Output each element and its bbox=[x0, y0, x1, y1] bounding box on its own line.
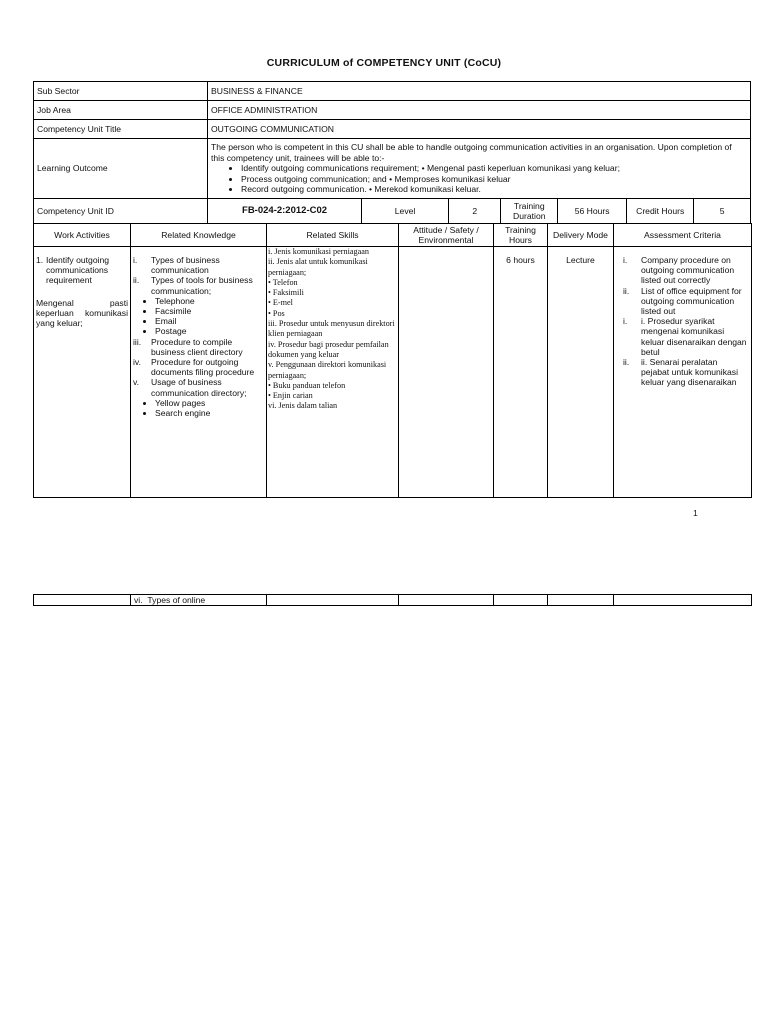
continuation-cell bbox=[399, 595, 494, 606]
col-assessment-criteria: Assessment Criteria bbox=[614, 224, 752, 247]
related-knowledge-subitem: • Telephone bbox=[155, 296, 263, 306]
activities-table bbox=[33, 223, 752, 498]
related-skills-list bbox=[268, 247, 397, 412]
job-area-value: OFFICE ADMINISTRATION bbox=[208, 101, 751, 120]
continuation-cell bbox=[34, 595, 131, 606]
credit-hours-cell bbox=[627, 199, 751, 224]
related-knowledge-item: i. Types of business communication bbox=[133, 255, 220, 276]
cu-title-value: OUTGOING COMMUNICATION bbox=[208, 120, 751, 139]
related-skill-item: v. Penggunaan direktori komunikasi perniagaan; bbox=[268, 360, 387, 380]
related-knowledge-subitem: • Search engine bbox=[155, 408, 263, 418]
col-related-knowledge: Related Knowledge bbox=[131, 224, 267, 247]
related-skill-item: vi. Jenis dalam talian bbox=[268, 401, 338, 411]
continuation-cell bbox=[494, 595, 548, 606]
training-hours-cell: 6 hours bbox=[494, 247, 548, 498]
col-work-activities: Work Activities bbox=[34, 224, 131, 247]
work-activity-ms: Mengenal pasti keperluan komunikasi yang keluar; bbox=[36, 297, 128, 329]
assessment-criterion: ii. ii. Senarai peralatan pejabat untuk komunikasi keluar yang disenaraikan bbox=[623, 357, 738, 388]
related-knowledge-list bbox=[133, 255, 263, 418]
col-attitude: Attitude / Safety / Environmental bbox=[399, 224, 494, 247]
col-related-skills: Related Skills bbox=[267, 224, 399, 247]
related-skill-item: iii. Prosedur untuk menyusun direktori klien perniagaan bbox=[268, 319, 395, 339]
level-label: Level bbox=[362, 199, 449, 224]
cu-title-row bbox=[34, 120, 751, 139]
job-area-label: Job Area bbox=[34, 101, 208, 120]
learning-outcome-item: • Identify outgoing communications requirement; • Mengenal pasti keperluan komunikasi yang keluar; bbox=[241, 163, 747, 174]
related-knowledge-item: iii. Procedure to compile business client directory bbox=[133, 336, 243, 357]
related-knowledge-subitem: • Facsimile bbox=[155, 306, 263, 316]
continuation-row bbox=[34, 595, 752, 606]
related-knowledge-subitem: • Email bbox=[155, 316, 263, 326]
credit-hours-value: 5 bbox=[719, 205, 725, 216]
related-knowledge-item: iv. Procedure for outgoing documents filing procedure bbox=[133, 357, 255, 378]
col-training-hours: Training Hours bbox=[494, 224, 548, 247]
learning-outcome-intro: The person who is competent in this CU shall be able to handle outgoing communication activities in an organisation. Upon completion of this competency unit, trainees will be able to:- bbox=[211, 142, 732, 163]
related-knowledge-subitem: • Yellow pages bbox=[155, 398, 263, 408]
cu-id-label: Competency Unit ID bbox=[34, 199, 208, 224]
assessment-criteria-cell bbox=[614, 247, 752, 498]
attitude-cell bbox=[399, 247, 494, 498]
page-number: 1 bbox=[693, 508, 698, 518]
assessment-criterion: i. Company procedure on outgoing communication listed out correctly bbox=[623, 255, 735, 286]
job-area-row bbox=[34, 101, 751, 120]
sub-sector-row bbox=[34, 82, 751, 101]
related-skills-cell bbox=[267, 247, 399, 498]
training-duration-label: Training Duration bbox=[501, 199, 558, 224]
continuation-cell bbox=[267, 595, 399, 606]
learning-outcome-item: • Process outgoing communication; and • Memproses komunikasi keluar bbox=[241, 174, 747, 185]
unit-info-table bbox=[33, 81, 751, 224]
learning-outcome-list bbox=[211, 163, 747, 195]
assessment-criterion: ii. List of office equipment for outgoing communication listed out bbox=[623, 285, 742, 317]
assessment-criteria-list bbox=[617, 255, 748, 388]
training-duration-value: 56 Hours bbox=[558, 199, 627, 224]
related-knowledge-cell bbox=[131, 247, 267, 498]
continuation-table bbox=[33, 594, 752, 606]
related-skill-item: • Buku panduan telefon bbox=[268, 380, 346, 390]
work-activity-cell bbox=[34, 247, 131, 498]
page-title: CURRICULUM of COMPETENCY UNIT (CoCU) bbox=[266, 57, 502, 69]
cu-id-value: FB-024-2:2012-C02 bbox=[208, 199, 362, 224]
col-delivery-mode: Delivery Mode bbox=[548, 224, 614, 247]
related-skill-item: • Faksimili bbox=[268, 288, 304, 298]
related-skill-item: • Enjin carian bbox=[268, 391, 313, 401]
continuation-knowledge: vi. Types of online bbox=[131, 595, 267, 606]
related-knowledge-item: v. Usage of business communication directory; • Yellow pages • Search engine bbox=[133, 377, 263, 418]
learning-outcome-text bbox=[208, 139, 751, 199]
assessment-criterion: i. i. Prosedur syarikat mengenai komunikasi keluar disenaraikan dengan betul bbox=[623, 316, 747, 357]
work-activity-en: 1. Identify outgoing communications requirement bbox=[36, 255, 110, 286]
related-skill-item: • E-mel bbox=[268, 298, 293, 308]
learning-outcome-row bbox=[34, 139, 751, 199]
delivery-mode-cell: Lecture bbox=[548, 247, 614, 498]
related-knowledge-item: ii. Types of tools for business communication; • Telephone • Facsimile • Email • Postage bbox=[133, 275, 263, 336]
related-skill-item: i. Jenis komunikasi perniagaan bbox=[268, 247, 369, 256]
activity-row bbox=[34, 247, 752, 498]
related-skill-item: • Pos bbox=[268, 308, 285, 318]
sub-sector-value: BUSINESS & FINANCE bbox=[208, 82, 751, 101]
column-header-row bbox=[34, 224, 752, 247]
continuation-cell bbox=[548, 595, 614, 606]
credit-hours-label: Credit Hours bbox=[627, 199, 694, 223]
sub-sector-label: Sub Sector bbox=[34, 82, 208, 101]
learning-outcome-item: • Record outgoing communication. • Merekod komunikasi keluar. bbox=[241, 184, 747, 195]
related-skill-item: iv. Prosedur bagi prosedur pemfailan dokumen yang keluar bbox=[268, 339, 389, 359]
cu-title-label: Competency Unit Title bbox=[34, 120, 208, 139]
related-skill-item: ii. Jenis alat untuk komunikasi perniagaan; bbox=[268, 257, 368, 277]
continuation-cell bbox=[614, 595, 752, 606]
learning-outcome-label: Learning Outcome bbox=[34, 139, 208, 199]
level-value: 2 bbox=[449, 199, 501, 224]
cu-id-row bbox=[34, 199, 751, 224]
related-skill-item: • Telefon bbox=[268, 277, 298, 287]
related-knowledge-subitem: • Postage bbox=[155, 326, 263, 336]
